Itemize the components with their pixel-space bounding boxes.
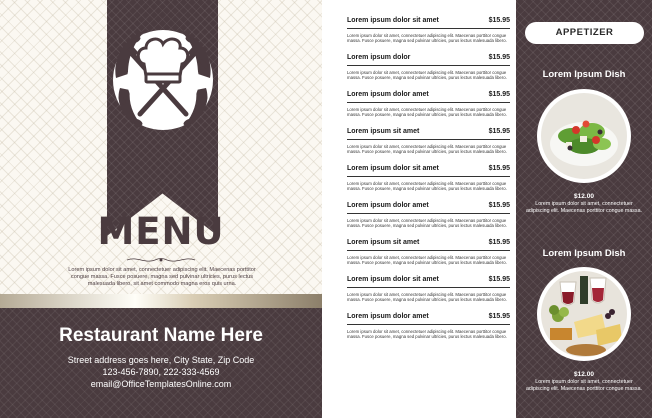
menu-item-description: Lorem ipsum dolor sit amet, connectetuer adipiscing elit. Maecenas porttitor congue massa. Fusce posuere, magna sed pulvinar ultricies, purus lectus malesuada libero.	[347, 218, 507, 229]
menu-item-price: $15.95	[488, 54, 510, 61]
wine-cheese-photo-icon	[536, 266, 632, 362]
menu-item-rule	[347, 139, 510, 140]
menu-item-name: Lorem ipsum dolor amet	[347, 313, 429, 320]
email-text: email@OfficeTemplatesOnline.com	[90, 379, 232, 389]
divider-flourish-icon	[125, 256, 197, 264]
address-text: Street address goes here, City State, Zip Code	[67, 355, 255, 365]
menu-item-name: Lorem ipsum dolor amet	[347, 202, 429, 209]
phone-text: 123-456-7890, 222-333-4569	[102, 367, 220, 377]
menu-item-price: $15.95	[488, 313, 510, 320]
menu-item-price: $15.95	[488, 17, 510, 24]
menu-item-price: $15.95	[488, 165, 510, 172]
menu-item	[347, 202, 510, 229]
menu-item-description: Lorem ipsum dolor sit amet, connectetuer adipiscing elit. Maecenas porttitor congue massa. Fusce posuere, magna sed pulvinar ultricies, purus lectus malesuada libero.	[347, 329, 507, 340]
menu-item-rule	[347, 176, 510, 177]
menu-item-name: Lorem ipsum dolor sit amet	[347, 276, 439, 283]
menu-item-description: Lorem ipsum dolor sit amet, connectetuer adipiscing elit. Maecenas porttitor congue massa. Fusce posuere, magna sed pulvinar ultricies, purus lectus malesuada libero.	[347, 144, 507, 155]
menu-item-rule	[347, 28, 510, 29]
category-pill: APPETIZER	[525, 22, 644, 44]
menu-item-price: $15.95	[488, 276, 510, 283]
menu-item-description: Lorem ipsum dolor sit amet, connectetuer adipiscing elit. Maecenas porttitor congue massa. Fusce posuere, magna sed pulvinar ultricies, purus lectus malesuada libero.	[347, 292, 507, 303]
menu-item	[347, 239, 510, 266]
chef-hat-crossed-knives-icon	[108, 18, 218, 158]
menu-item	[347, 128, 510, 155]
menu-item	[347, 17, 510, 44]
dish-description: Lorem ipsum dolor sit amet, connectetuer adipiscing elit. Maecenas porttitor congue massa.	[525, 379, 642, 392]
dish-price: $12.00	[574, 371, 594, 378]
menu-item	[347, 276, 510, 303]
restaurant-name: Restaurant Name Here	[59, 325, 263, 346]
dish-name: Lorem Ipsum Dish	[542, 248, 626, 259]
menu-item-rule	[347, 287, 510, 288]
menu-item-description: Lorem ipsum dolor sit amet, connectetuer adipiscing elit. Maecenas porttitor congue massa. Fusce posuere, magna sed pulvinar ultricies, purus lectus malesuada libero.	[347, 255, 507, 266]
menu-item-name: Lorem ipsum sit amet	[347, 239, 420, 246]
menu-items-panel	[330, 0, 516, 418]
menu-item-name: Lorem ipsum dolor sit amet	[347, 17, 439, 24]
menu-item-name: Lorem ipsum dolor sit amet	[347, 165, 439, 172]
dish-price: $12.00	[574, 193, 594, 200]
dish-name: Lorem Ipsum Dish	[542, 69, 626, 80]
menu-item-rule	[347, 65, 510, 66]
menu-item-rule	[347, 324, 510, 325]
cover-panel	[0, 0, 322, 418]
menu-item-rule	[347, 250, 510, 251]
cover-description: Lorem ipsum dolor sit amet, connectetuer adipiscing elit. Maecenas porttitor congue massa. Fusce posuere, magna sed pulvinar ultricies, purus lectus malesuada libero, sit amet commodo magna eros quis urna.	[68, 267, 256, 287]
dish-description: Lorem ipsum dolor sit amet, connectetuer adipiscing elit. Maecenas porttitor congue massa.	[525, 201, 642, 214]
menu-item-name: Lorem ipsum sit amet	[347, 128, 420, 135]
appetizer-panel	[516, 0, 652, 418]
salad-photo-icon	[536, 88, 632, 184]
menu-item	[347, 165, 510, 192]
menu-item-description: Lorem ipsum dolor sit amet, connectetuer adipiscing elit. Maecenas porttitor congue massa. Fusce posuere, magna sed pulvinar ultricies, purus lectus malesuada libero.	[347, 181, 507, 192]
menu-item-price: $15.95	[488, 128, 510, 135]
menu-title: MENU	[97, 210, 225, 253]
menu-item-rule	[347, 213, 510, 214]
gold-divider-bar	[0, 294, 322, 308]
menu-item-rule	[347, 102, 510, 103]
menu-item-price: $15.95	[488, 239, 510, 246]
menu-item-name: Lorem ipsum dolor amet	[347, 91, 429, 98]
menu-item	[347, 313, 510, 340]
menu-item	[347, 91, 510, 118]
menu-item-name: Lorem ipsum dolor	[347, 54, 411, 61]
menu-item-price: $15.95	[488, 202, 510, 209]
menu-item-description: Lorem ipsum dolor sit amet, connectetuer adipiscing elit. Maecenas porttitor congue massa. Fusce posuere, magna sed pulvinar ultricies, purus lectus malesuada libero.	[347, 107, 507, 118]
menu-item-description: Lorem ipsum dolor sit amet, connectetuer adipiscing elit. Maecenas porttitor congue massa. Fusce posuere, magna sed pulvinar ultricies, purus lectus malesuada libero.	[347, 33, 507, 44]
menu-item	[347, 54, 510, 81]
menu-item-description: Lorem ipsum dolor sit amet, connectetuer adipiscing elit. Maecenas porttitor congue massa. Fusce posuere, magna sed pulvinar ultricies, purus lectus malesuada libero.	[347, 70, 507, 81]
menu-item-price: $15.95	[488, 91, 510, 98]
